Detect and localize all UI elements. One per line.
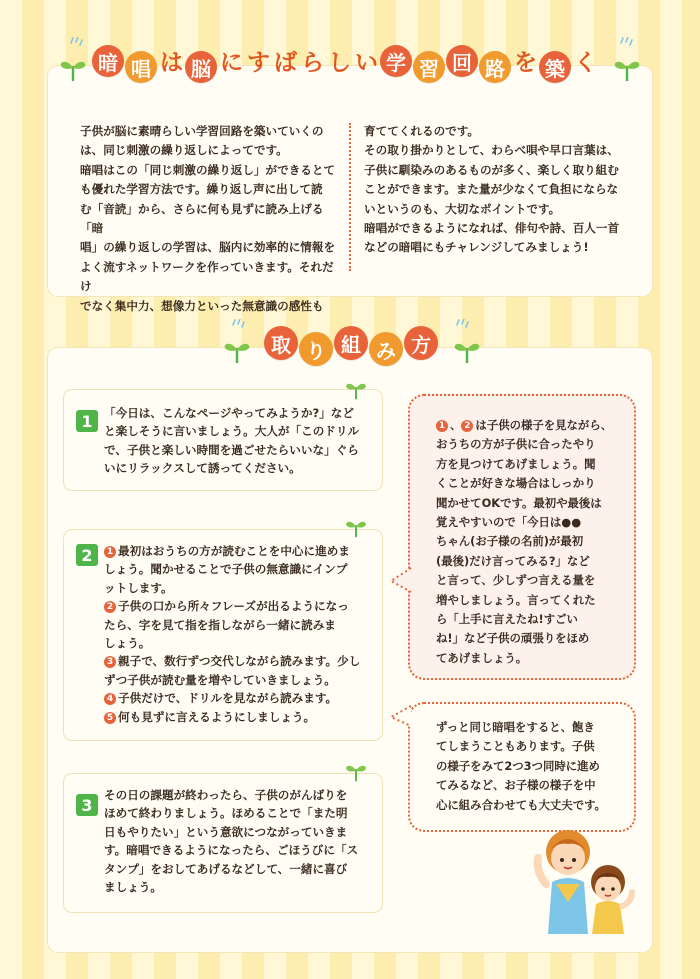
text-line: くことが好きな場合はしっかり (436, 476, 596, 491)
text-line: いにリラックスして誘ってください。 (104, 461, 301, 476)
intro-text-left (80, 122, 342, 316)
text-line: その日の課題が終わったら、子供のがんばりを (104, 788, 348, 802)
sprout-icon (344, 758, 368, 786)
text-line: などの暗唱にもチャレンジしてみましょう! (364, 240, 589, 255)
title-char-bubble: み (369, 332, 403, 366)
text-line: てしまうこともあります。子供 (436, 739, 595, 754)
text-line: す。暗唱できるようになったら、ごほうびに「ス (104, 843, 359, 858)
title-char: ば (274, 50, 297, 76)
title-char: し (328, 50, 351, 76)
list-item-text: しょう。聞かせることで子供の無意識にインプ (104, 562, 348, 577)
list-item-text: 最初はおうちの方が読むことを中心に進めま (118, 544, 350, 558)
text-line: 唱」の繰り返しの学習は、脳内に効率的に情報を (80, 240, 336, 255)
text-line: 心に組み合わせても大丈夫です。 (436, 797, 606, 812)
list-item-line (104, 634, 376, 652)
list-item-line (104, 652, 376, 670)
title-char: い (355, 50, 378, 76)
sprout-icon (222, 334, 252, 368)
tip-bubble-2 (408, 702, 636, 832)
step-3-text (104, 786, 376, 896)
text-line: ことができます。また量が少なくて負担にならな (364, 182, 619, 197)
sprout-icon (452, 334, 482, 368)
title-char-bubble: 唱 (125, 51, 157, 83)
text-line: で、子供と楽しい時間を過ごせたらいいな」ぐら (104, 442, 359, 457)
list-item-text: たら、字を見て指を指しながら一緒に読みま (104, 617, 336, 632)
text-span: は子供の様子を見ながら、 (475, 418, 613, 432)
text-line: ずっと同じ暗唱をすると、飽き (436, 720, 595, 734)
page-title (92, 44, 599, 81)
text-line: いというのも、大切なポイントです。 (364, 201, 561, 216)
text-line: 1 、 2 は子供の様子を見ながら、 (436, 416, 626, 435)
intro-divider (349, 123, 351, 271)
sprout-icon (612, 52, 642, 86)
list-item-text: 親子で、数行ずつ交代しながら読みます。少し (118, 654, 361, 669)
title-char: ら (301, 50, 324, 76)
list-item-line (104, 560, 376, 578)
title-char-bubble: 暗 (92, 45, 124, 77)
list-item-text: 子供の口から所々フレーズが出るようになっ (118, 599, 349, 614)
text-line: 子供に馴染みのあるものが多く、楽しく取り組む (364, 162, 619, 177)
text-line: 暗唱はこの「同じ刺激の繰り返し」ができるとて (80, 162, 336, 177)
step-1-text (104, 404, 376, 478)
list-item-line (104, 671, 376, 689)
sprout-icon (58, 52, 88, 86)
text-line: てあげましょう。 (436, 650, 528, 665)
item-number-badge: 3 (104, 656, 116, 668)
title-char-bubble: 路 (479, 51, 511, 83)
list-item-line (104, 597, 376, 615)
tip-bubble-1-text (436, 416, 626, 668)
text-line: でなく集中力、想像力といった無意識の感性も (80, 298, 324, 313)
step-2-number: 2 (76, 544, 98, 566)
text-line: 育ててくれるのです。 (364, 124, 480, 138)
sprout-icon (344, 376, 368, 404)
title-char-bubble: 築 (539, 51, 571, 83)
text-line: は、同じ刺激の繰り返しによってです。 (80, 143, 288, 158)
text-line: 覚えやすいので「今日は●● (436, 515, 582, 530)
text-line: と楽しそうに言いましょう。大人が「このドリル (104, 424, 360, 439)
title-char: を (514, 50, 537, 76)
mother-child-illustration (528, 822, 640, 934)
list-item-text: ットします。 (104, 580, 173, 595)
list-item-line (104, 542, 376, 560)
text-line: 暗唱ができるようになれば、俳句や詩、百人一首 (364, 221, 620, 236)
text-line: の様子をみて2つ3つ同時に進め (436, 758, 600, 773)
text-line: 増やしましょう。言ってくれた (436, 592, 596, 607)
text-line: ましょう。 (104, 880, 162, 895)
title-char-bubble: り (299, 332, 333, 366)
title-char-bubble: 習 (413, 51, 445, 83)
tip-bubble-1 (408, 394, 636, 680)
text-line: ら「上手に言えたね!すごい (436, 612, 578, 627)
section-title (264, 326, 439, 363)
list-item-line (104, 708, 376, 726)
item-number-badge: 2 (104, 601, 116, 613)
list-item-line (104, 579, 376, 597)
item-number-badge: 1 (104, 546, 116, 558)
step-3-number: 3 (76, 794, 98, 816)
text-line: も優れた学習方法です。繰り返し声に出して読 (80, 182, 323, 197)
text-line: ちゃん(お子様の名前)が最初 (436, 534, 584, 549)
item-number-badge: 2 (461, 420, 473, 432)
title-char-bubble: 回 (446, 45, 478, 77)
list-item-text: ずつ子供が読む量を増やしていきましょう。 (104, 672, 336, 687)
title-char: に (220, 50, 243, 76)
text-line: てみるなど、お子様の様子を中 (436, 778, 596, 793)
tip-bubble-2-text (436, 718, 626, 815)
sprout-icon (344, 514, 368, 542)
text-line: と言って、少しずつ言える量を (436, 573, 596, 588)
title-char: は (160, 50, 183, 76)
text-line: タンプ」をおしてあげるなどして、一緒に喜び (104, 861, 348, 876)
title-char-bubble: 脳 (185, 51, 217, 83)
item-number-badge: 1 (436, 420, 448, 432)
title-char: く (574, 50, 597, 76)
text-line: 方を見つけてあげましょう。聞 (436, 456, 596, 471)
title-char: す (247, 50, 270, 76)
item-number-badge: 4 (104, 693, 116, 705)
text-line: 聞かせてOKです。最初や最後は (436, 495, 602, 510)
bubble-tail (389, 566, 413, 596)
text-line: おうちの方が子供に合ったやり (436, 437, 596, 452)
text-line: ね!」など子供の頑張りをほめ (436, 631, 590, 646)
bubble-tail (389, 700, 413, 730)
step-1-number: 1 (76, 410, 98, 432)
list-item-text: 子供だけで、ドリルを見ながら読みます。 (118, 691, 338, 706)
list-item-text: しょう。 (104, 636, 151, 651)
text-line: 日もやりたい」という意欲につながっていきま (104, 824, 348, 839)
text-line: む「音読」から、さらに何も見ずに読み上げる「暗 (80, 201, 324, 236)
text-line: 「今日は、こんなページやってみようか?」など (104, 406, 354, 420)
intro-text-right (364, 122, 626, 258)
text-line: その取り掛かりとして、わらべ唄や早口言葉は、 (364, 143, 619, 158)
title-char-bubble: 取 (264, 326, 298, 360)
text-line: (最後)だけ言ってみる?」など (436, 553, 590, 568)
step-2-text (104, 542, 376, 726)
list-item-line (104, 616, 376, 634)
title-char-bubble: 学 (380, 45, 412, 77)
text-line: ほめて終わりましょう。ほめることで「また明 (104, 806, 348, 821)
text-line: 子供が脳に素晴らしい学習回路を築いていくの (80, 124, 324, 138)
list-item-line (104, 689, 376, 707)
text-line: よく流すネットワークを作っていきます。それだけ (80, 259, 334, 294)
list-item-text: 何も見ずに言えるようにしましょう。 (118, 709, 316, 724)
title-char-bubble: 組 (334, 326, 368, 360)
item-number-badge: 5 (104, 712, 116, 724)
title-char-bubble: 方 (404, 326, 438, 360)
